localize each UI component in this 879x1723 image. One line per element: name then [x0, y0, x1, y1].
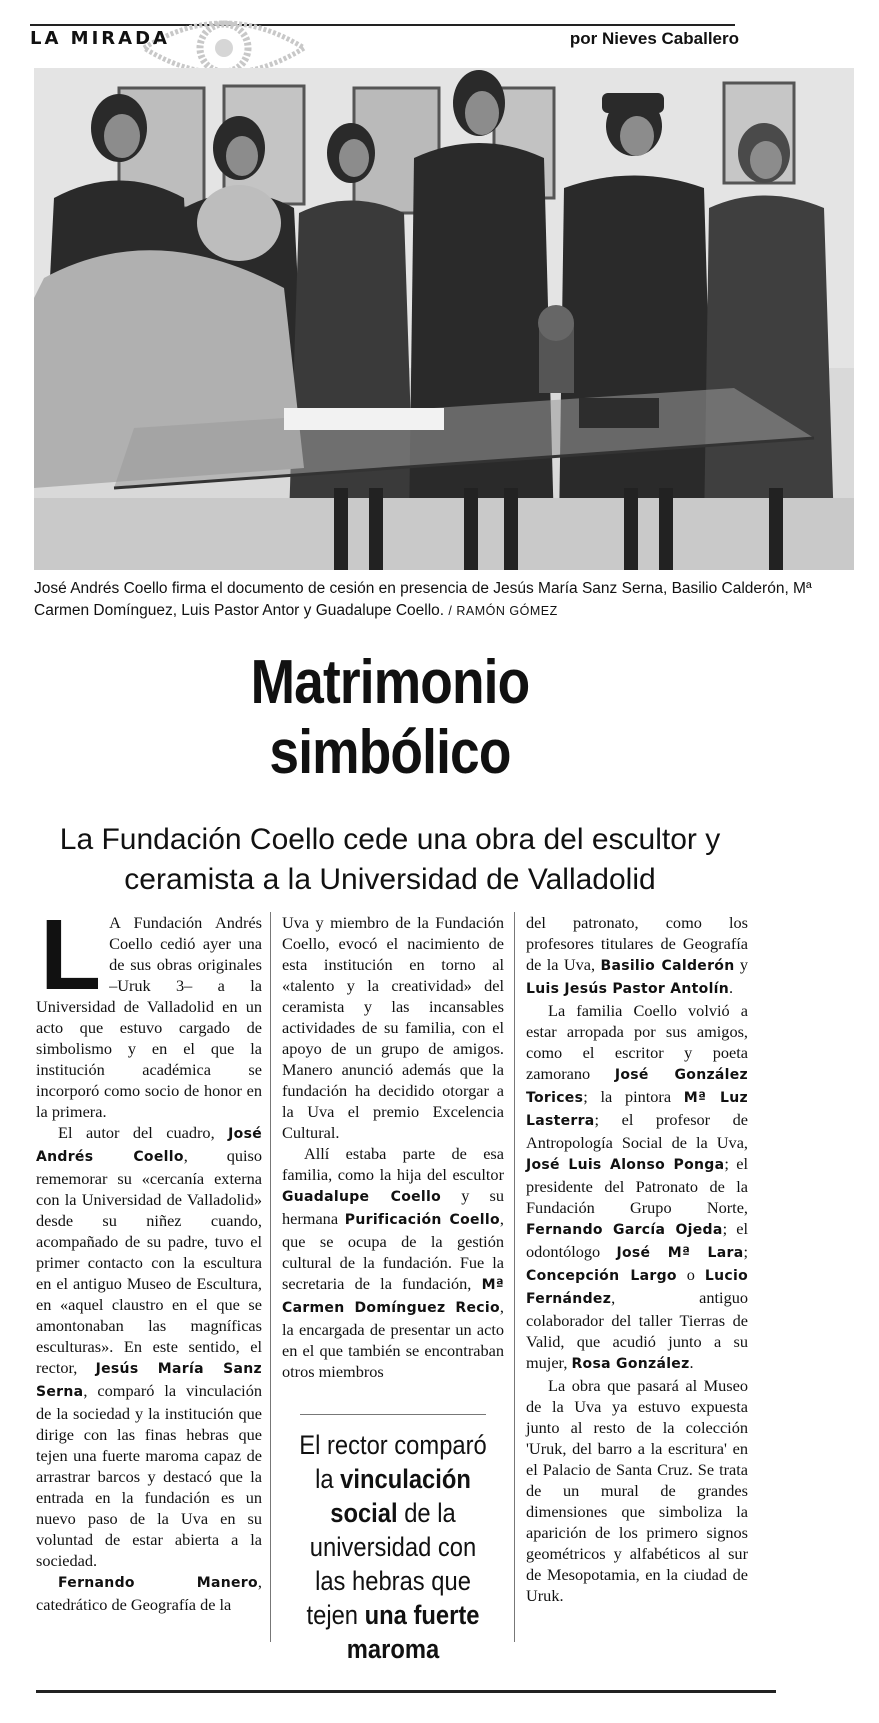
text: , antiguo colaborador del taller Tierras de Valid, que acudió junto a su mujer,	[526, 1288, 748, 1372]
text: ; el odontólogo	[526, 1219, 748, 1261]
text: , catedrático de Geografía de la	[36, 1572, 262, 1614]
article-column-3	[526, 912, 748, 1606]
person-name: Luis Jesús Pastor Antolín	[526, 981, 730, 997]
article-column-1	[36, 899, 263, 1615]
paragraph: La obra que pasará al Museo de la Uva ya estuvo expuesta junto al resto de la colección 'Uruk, del barro a la escritura' en el Palacio de Santa Cruz. Se trata de un mural de grandes dimensiones que simboliza la aparición de los primero signos geométricos y alfabéticos al sur de Mesopotamia, en la ciudad de Uruk.	[526, 1376, 748, 1605]
drop-cap: L	[40, 899, 102, 1011]
subheadline: La Fundación Coello cede una obra del escultor y ceramista a la Universidad de Valladolid	[59, 823, 721, 896]
text: .	[689, 1353, 694, 1372]
pull-quote	[295, 1428, 490, 1666]
headline-line-2: simbólico	[269, 718, 511, 787]
paragraph-2	[36, 1122, 262, 1571]
person-name: Lucio Fernández	[526, 1268, 749, 1307]
paragraph-text: A Fundación Andrés Coello cedió ayer una de sus obras originales –Uruk 3– a la Universidad de Valladolid en un acto que estuvo cargado de simbolismo y en el que la institución académica se incorporó como socio de honor en la primera.	[36, 913, 262, 1121]
article-column-2	[282, 912, 504, 1382]
text: Allí estaba parte de esa familia, como la hija del escultor	[282, 1144, 504, 1184]
headline	[55, 648, 726, 788]
paragraph-1	[36, 899, 262, 1122]
section-label: LA MIRADA	[30, 28, 170, 49]
text: del patronato, como los profesores titulares de Geografía de la Uva,	[526, 913, 748, 974]
pullquote-emphasis: vinculación social	[330, 1464, 471, 1528]
text: ; el presidente del Patronato de la Fundación Grupo Norte,	[526, 1154, 749, 1217]
text: ; el profesor de Antropología Social de la Uva,	[526, 1110, 748, 1152]
person-name: Purificación Coello	[344, 1212, 500, 1228]
paragraph	[282, 1143, 504, 1382]
signing-ceremony-image	[34, 68, 854, 570]
person-name: José Mª Lara	[616, 1245, 744, 1261]
caption-text: José Andrés Coello firma el documento de cesión en presencia de Jesús María Sanz Serna, Basilio Calderón, Mª Carmen Domínguez, Luis Pastor Antor y Guadalupe Coello.	[34, 580, 812, 619]
text: y su hermana	[282, 1186, 505, 1228]
text: , quiso rememorar su «cercanía externa con la Universidad de Valladolid» desde su niñez cuando, acompañado de su padre, tuvo el primer contacto con la escultura en el antiguo Museo de Escultura, en «aquel claustro en el que se amontonaban las magníficas esculturas». En este sentido, el rector,	[36, 1146, 262, 1377]
photo-credit: / RAMÓN GÓMEZ	[448, 604, 558, 618]
person-name: Mª Luz Lasterra	[526, 1090, 748, 1129]
text: , la encargada de presentar un acto en el que también se encontraban otros miembros	[282, 1297, 504, 1381]
text: ; la pintora	[583, 1087, 684, 1106]
pullquote-text: El rector comparó la	[299, 1430, 487, 1494]
paragraph-3	[36, 1571, 262, 1615]
headline-line-1: Matrimonio	[250, 648, 530, 717]
person-name: José González Torices	[526, 1067, 748, 1106]
paragraph	[526, 1000, 748, 1375]
article-photo	[34, 68, 854, 570]
person-name: Fernando García Ojeda	[526, 1222, 723, 1238]
person-name: Basilio Calderón	[600, 958, 735, 974]
person-name: Fernando Manero	[58, 1575, 258, 1591]
bottom-rule	[36, 1690, 776, 1693]
paragraph-continued	[526, 912, 748, 1000]
text: , que se ocupa de la gestión cultural de la fundación. Fue la secretaria de la fundación,	[282, 1209, 504, 1293]
person-name: Guadalupe Coello	[282, 1189, 442, 1205]
byline: por Nieves Caballero	[569, 29, 739, 48]
column-divider	[514, 912, 515, 1642]
person-name: José Andrés Coello	[36, 1126, 262, 1165]
text: o	[676, 1265, 705, 1284]
column-divider	[270, 912, 271, 1642]
paragraph-continued: Uva y miembro de la Fundación Coello, evocó el nacimiento de esta institución en torno al «talento y la creatividad» del ceramista y las incansables actividades de su familia, con el apoyo de un grupo de amigos. Manero anunció además que la fundación ha decidido otorgar a la Uva el premio Excelencia Cultural.	[282, 913, 504, 1142]
person-name: Rosa González	[571, 1356, 690, 1372]
person-name: José Luis Alonso Ponga	[526, 1157, 725, 1173]
text: El autor del cuadro,	[58, 1123, 229, 1142]
pullquote-text: de la universidad con las hebras que tejen	[306, 1498, 477, 1630]
text: y	[734, 955, 748, 974]
pullquote-emphasis: una fuerte maroma	[346, 1600, 480, 1664]
person-name: Jesús María Sanz Serna	[36, 1361, 263, 1400]
text: La familia Coello volvió a estar arropada por sus amigos, como el escritor y poeta zamorano	[526, 1001, 748, 1083]
pullquote-rule	[300, 1414, 486, 1415]
text: ;	[743, 1242, 748, 1261]
photo-caption	[34, 578, 834, 622]
text: .	[729, 978, 734, 997]
text: , comparó la vinculación de la sociedad y la institución que dirige con las finas hebras que tejen una fuerte maroma capaz de arrastrar barcos y destacó que la entrada en la fundación es un nuevo paso de la Uva en su voluntad de estar abierta a la sociedad.	[36, 1381, 262, 1570]
person-name: Mª Carmen Domínguez Recio	[282, 1277, 504, 1316]
person-name: Concepción Largo	[526, 1268, 677, 1284]
